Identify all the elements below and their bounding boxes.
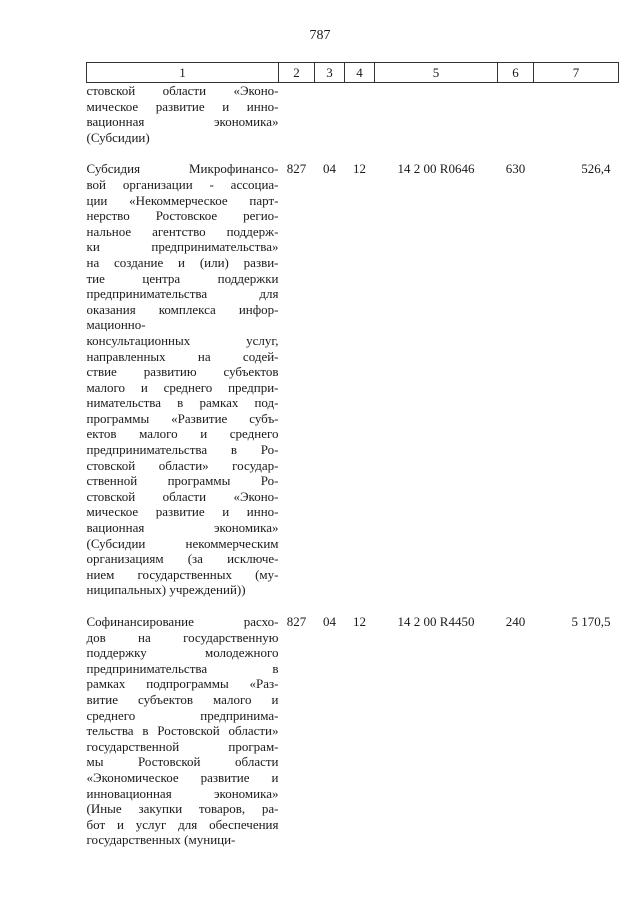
page-number: 787 (309, 28, 331, 43)
expense-name-line: тие центра поддержки (86, 270, 279, 286)
expense-name-line: малого и среднего предпри- (86, 379, 279, 395)
column-header: 4 (345, 63, 375, 83)
expense-name-line: нальное агентство поддерж- (86, 223, 279, 239)
expense-name-line: ки предпринимательства» (86, 239, 279, 255)
ministry-code-cell: 827 (286, 161, 307, 177)
expense-name-line: ниципальных) учреждений)) (86, 582, 246, 598)
table-row (87, 83, 619, 146)
expense-name-line: поддержку молодежного (86, 645, 279, 661)
expense-name-line: мационно- (86, 317, 146, 333)
expense-name-line: мическое развитие и инно- (86, 98, 279, 114)
subsection-code-cell (345, 83, 375, 146)
expense-name-line: дов на государственную (86, 629, 279, 645)
column-header: 6 (498, 63, 534, 83)
column-header: 3 (315, 63, 345, 83)
expense-name-line: нием государственных (му- (86, 566, 279, 582)
expense-name-line: государственной програм- (86, 738, 279, 754)
expense-name-line: мическое развитие и инно- (86, 504, 279, 520)
expense-name-line: ственной программы Ро- (86, 473, 279, 489)
expense-name-line: предпринимательства в (86, 660, 279, 676)
expense-name-line: программы «Развитие субъ- (86, 410, 279, 426)
expense-name-line: (Субсидии некоммерческим (86, 535, 279, 551)
table-header-row (87, 63, 619, 83)
expense-name-line: витие субъектов малого и (86, 691, 279, 707)
expense-type-cell (498, 83, 534, 146)
expense-name-line: среднего предпринима- (86, 707, 279, 723)
table-row (87, 161, 619, 598)
amount-cell: 526,4 (581, 161, 611, 177)
expense-name-line: ектов малого и среднего (86, 426, 279, 442)
expense-name-line: (Иные закупки товаров, ра- (86, 801, 279, 817)
expense-name-cell (87, 614, 279, 848)
section-code-cell (315, 83, 345, 146)
expense-name-line: вационная экономика» (86, 520, 279, 536)
expense-name-line: консультационных услуг, (86, 332, 279, 348)
amount-cell (534, 83, 619, 146)
expense-name-line: нимательства в рамках под- (86, 395, 279, 411)
expense-name-line: ствие развитию субъектов (86, 364, 279, 380)
row-spacer (87, 598, 619, 614)
budget-table (86, 62, 619, 848)
expense-name-line: вационная экономика» (86, 114, 279, 130)
section-code-cell: 04 (323, 161, 336, 177)
expense-name-line: стовской области» государ- (86, 457, 279, 473)
ministry-code-cell (279, 83, 315, 146)
amount-cell: 5 170,5 (571, 614, 611, 629)
expense-name-line: нерство Ростовское регио- (86, 208, 279, 224)
expense-name-line: государственных (муници- (86, 832, 236, 848)
target-article-cell (375, 83, 498, 146)
column-header: 1 (87, 63, 279, 83)
table-row (87, 614, 619, 848)
expense-name-line: Субсидия Микрофинансо- (86, 161, 279, 177)
subsection-code-cell: 12 (353, 161, 366, 177)
expense-name-cell (87, 161, 279, 598)
expense-name-line: предпринимательства в Ро- (86, 442, 279, 458)
expense-type-cell: 630 (505, 161, 526, 177)
expense-name-line: стовской области «Эконо- (86, 83, 279, 98)
expense-name-line: на создание и (или) разви- (86, 254, 279, 270)
row-spacer (87, 145, 619, 161)
expense-name-line: вой организации - ассоциа- (86, 176, 279, 192)
expense-name-line: рамках подпрограммы «Раз- (86, 676, 279, 692)
expense-name-line: ции «Некоммерческое парт- (86, 192, 279, 208)
expense-name-line: оказания комплекса инфор- (86, 301, 279, 317)
expense-name-line: Софинансирование расхо- (86, 614, 279, 629)
expense-name-line: предпринимательства для (86, 286, 279, 302)
column-header: 2 (279, 63, 315, 83)
target-article-cell: 14 2 00 R0646 (397, 161, 475, 177)
subsection-code-cell: 12 (353, 614, 366, 629)
expense-name-line: тельства в Ростовской области» (86, 723, 279, 739)
column-header: 5 (375, 63, 498, 83)
ministry-code-cell: 827 (286, 614, 307, 629)
column-header: 7 (534, 63, 619, 83)
expense-name-cell (87, 83, 279, 146)
expense-name-line: бот и услуг для обеспечения (86, 816, 279, 832)
expense-name-line: «Экономическое развитие и (86, 769, 279, 785)
expense-name-line: инновационная экономика» (86, 785, 279, 801)
expense-name-line: мы Ростовской области (86, 754, 279, 770)
expense-name-line: направленных на содей- (86, 348, 279, 364)
expense-name-line: стовской области «Эконо- (86, 488, 279, 504)
section-code-cell: 04 (323, 614, 336, 629)
expense-name-line: организациям (за исключе- (86, 551, 279, 567)
expense-name-line: (Субсидии) (86, 129, 150, 145)
expense-type-cell: 240 (505, 614, 526, 629)
target-article-cell: 14 2 00 R4450 (397, 614, 475, 629)
